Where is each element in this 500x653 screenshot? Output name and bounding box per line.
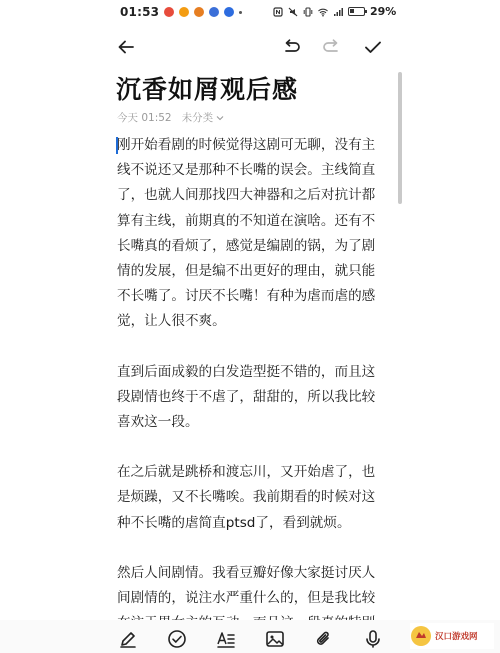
app-notification-icon [224,7,234,17]
checkmark-icon [363,37,383,57]
pen-icon [118,629,138,649]
note-paragraph: 直到后面成毅的白发造型挺不错的，而且这 段剧情也终于不虐了，甜甜的，所以我比较 喜欢这一段。 [117,363,376,431]
image-icon [265,629,285,649]
battery-percent: 29% [370,5,397,18]
watermark-logo-icon [410,625,432,647]
redo-icon [322,37,342,57]
status-time: 01:53 [120,5,160,19]
signal-icon [333,7,343,17]
note-paragraph: 然后人间剧情。我看豆瓣好像大家挺讨厌人 间剧情的，说注水严重什么的，但是我比较 [117,564,376,607]
category-label: 未分类 [181,112,214,124]
mute-icon [288,7,298,17]
app-notification-icon [164,7,174,17]
scrollbar-thumb[interactable] [398,72,402,204]
app-notification-icon [179,7,189,17]
chevron-down-icon [216,114,224,122]
back-button[interactable] [113,34,139,60]
arrow-left-icon [116,37,136,57]
nfc-icon [273,7,283,17]
handwriting-button[interactable] [117,628,139,650]
note-meta [117,110,224,125]
text-format-button[interactable] [215,628,237,650]
note-date: 今天 01:52 [117,112,172,124]
status-left [120,5,242,19]
vibrate-icon [303,7,313,17]
note-body[interactable] [117,133,387,610]
app-notification-icon [209,7,219,17]
text-format-icon [216,629,236,649]
category-selector[interactable] [182,110,225,125]
undo-button[interactable] [278,34,304,60]
checklist-button[interactable] [166,628,188,650]
note-title[interactable]: 沉香如屑观后感 [116,75,299,104]
voice-input-button[interactable] [362,628,384,650]
status-bar [0,0,500,26]
redo-button[interactable] [319,34,345,60]
confirm-button[interactable] [360,34,386,60]
more-notifications-dot [239,11,242,14]
watermark [410,623,494,649]
status-right [273,5,396,18]
check-circle-icon [167,629,187,649]
insert-image-button[interactable] [264,628,286,650]
battery-level [350,9,354,13]
text-cursor [116,137,118,154]
attachment-button[interactable] [313,628,335,650]
note-paragraph: 刚开始看剧的时候觉得这剧可无聊，没有主 线不说还又是那种不长嘴的误会。主线简直 了，也就人间那找四大神器和之后对抗计都 算有主线，前期真的不知道在演啥。还有不 长嘴真的看烦了，感觉是编剧的锅，为了剧 情的发展，但是编不出更好的理由，就只能 不长嘴了。讨厌不长嘴！有种为虐而虐的感 觉，让人很不爽。 [117,137,376,330]
battery-icon [348,7,365,16]
attachment-icon [314,629,334,649]
app-notification-icon [194,7,204,17]
undo-icon [281,37,301,57]
wifi-icon [318,7,328,17]
editor-toolbar [0,30,500,64]
watermark-text: 汉口游戏网 [435,632,478,642]
microphone-icon [363,629,383,649]
note-paragraph: 在之后就是跳桥和渡忘川，又开始虐了，也 是烦躁，又不长嘴唉。我前期看的时候对这 种不长嘴的虐简直ptsd了，看到就烦。 [117,464,376,531]
